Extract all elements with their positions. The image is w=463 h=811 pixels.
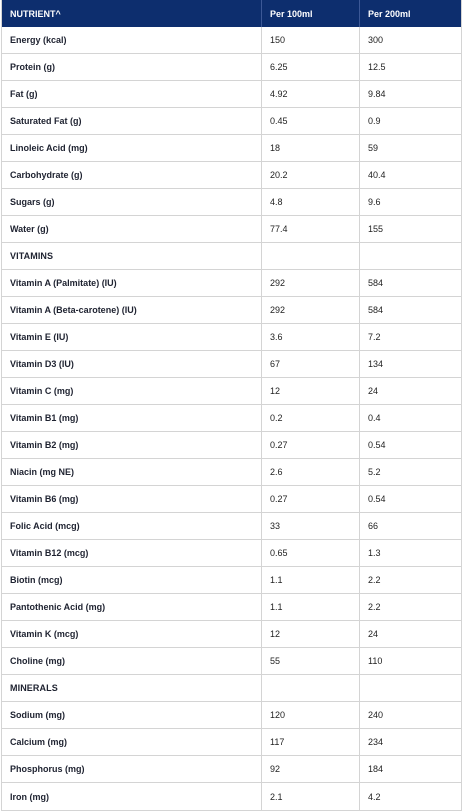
per-100ml-cell: 3.6 <box>261 324 359 350</box>
per-100ml-cell: 1.1 <box>261 567 359 593</box>
table-row <box>2 459 461 486</box>
nutrient-name-cell: Niacin (mg NE) <box>10 467 75 477</box>
table-row <box>2 648 461 675</box>
section-header-row <box>2 243 461 270</box>
per-100ml-cell: 0.65 <box>261 540 359 566</box>
per-100ml-cell: 0.27 <box>261 486 359 512</box>
table-row <box>2 405 461 432</box>
table-row <box>2 162 461 189</box>
per-200ml-cell: 584 <box>359 297 461 323</box>
nutrient-name-cell: Vitamin A (Beta-carotene) (IU) <box>10 305 137 315</box>
per-100ml-cell: 0.2 <box>261 405 359 431</box>
table-row <box>2 108 461 135</box>
per-200ml-cell: 234 <box>359 729 461 755</box>
nutrient-name-cell: Energy (kcal) <box>10 35 67 45</box>
nutrient-name-cell: Fat (g) <box>10 89 38 99</box>
nutrient-name-cell: Vitamin A (Palmitate) (IU) <box>10 278 117 288</box>
column-header-per-200ml[interactable]: Per 200ml <box>359 0 461 27</box>
table-row <box>2 270 461 297</box>
nutrient-name-cell: Pantothenic Acid (mg) <box>10 602 106 612</box>
per-100ml-cell: 292 <box>261 297 359 323</box>
nutrient-name-cell: Vitamin K (mcg) <box>10 629 79 639</box>
column-header-per-100ml[interactable]: Per 100ml <box>261 0 359 27</box>
per-200ml-cell: 7.2 <box>359 324 461 350</box>
nutrient-name-cell: Water (g) <box>10 224 49 234</box>
table-row <box>2 324 461 351</box>
per-200ml-cell <box>359 675 461 701</box>
per-100ml-cell: 33 <box>261 513 359 539</box>
table-row <box>2 189 461 216</box>
section-header-row <box>2 675 461 702</box>
per-100ml-cell: 4.8 <box>261 189 359 215</box>
per-100ml-cell: 120 <box>261 702 359 728</box>
per-200ml-cell: 155 <box>359 216 461 242</box>
nutrient-name-cell: Folic Acid (mcg) <box>10 521 80 531</box>
per-100ml-cell: 0.27 <box>261 432 359 458</box>
per-100ml-cell: 20.2 <box>261 162 359 188</box>
per-200ml-cell: 184 <box>359 756 461 782</box>
table-row <box>2 540 461 567</box>
nutrient-name-cell: Phosphorus (mg) <box>10 764 85 774</box>
per-200ml-cell: 240 <box>359 702 461 728</box>
nutrient-name-cell: Carbohydrate (g) <box>10 170 83 180</box>
per-200ml-cell: 300 <box>359 27 461 53</box>
per-200ml-cell: 24 <box>359 378 461 404</box>
per-100ml-cell: 150 <box>261 27 359 53</box>
per-100ml-cell: 6.25 <box>261 54 359 80</box>
per-100ml-cell: 77.4 <box>261 216 359 242</box>
table-row <box>2 27 461 54</box>
nutrient-name-cell: Sodium (mg) <box>10 710 65 720</box>
table-row <box>2 486 461 513</box>
nutrient-name-cell: Sugars (g) <box>10 197 55 207</box>
nutrient-name-cell: Protein (g) <box>10 62 55 72</box>
nutrient-name-cell: Vitamin C (mg) <box>10 386 74 396</box>
per-200ml-cell: 66 <box>359 513 461 539</box>
per-100ml-cell: 55 <box>261 648 359 674</box>
table-row <box>2 432 461 459</box>
per-100ml-cell: 2.6 <box>261 459 359 485</box>
table-row <box>2 783 461 810</box>
nutrient-name-cell: MINERALS <box>10 683 58 693</box>
per-100ml-cell: 292 <box>261 270 359 296</box>
per-100ml-cell: 117 <box>261 729 359 755</box>
table-row <box>2 297 461 324</box>
nutrient-name-cell: Choline (mg) <box>10 656 65 666</box>
table-row <box>2 594 461 621</box>
table-row <box>2 621 461 648</box>
table-row <box>2 567 461 594</box>
per-100ml-cell <box>261 243 359 269</box>
nutrient-name-cell: VITAMINS <box>10 251 54 261</box>
table-row <box>2 756 461 783</box>
nutrient-name-cell: Iron (mg) <box>10 791 49 802</box>
per-200ml-cell: 40.4 <box>359 162 461 188</box>
table-row <box>2 135 461 162</box>
per-200ml-cell: 0.9 <box>359 108 461 134</box>
nutrient-name-cell: Calcium (mg) <box>10 737 68 747</box>
per-200ml-cell: 0.54 <box>359 486 461 512</box>
per-200ml-cell: 2.2 <box>359 594 461 620</box>
per-100ml-cell: 92 <box>261 756 359 782</box>
nutrient-name-cell: Vitamin B12 (mcg) <box>10 548 89 558</box>
per-200ml-cell: 9.84 <box>359 81 461 107</box>
per-100ml-cell: 67 <box>261 351 359 377</box>
per-200ml-cell: 584 <box>359 270 461 296</box>
per-100ml-cell: 1.1 <box>261 594 359 620</box>
per-200ml-cell: 4.2 <box>359 783 461 810</box>
nutrient-name-cell: Vitamin B1 (mg) <box>10 413 79 423</box>
per-200ml-cell: 0.4 <box>359 405 461 431</box>
per-100ml-cell: 0.45 <box>261 108 359 134</box>
per-100ml-cell: 4.92 <box>261 81 359 107</box>
per-200ml-cell: 2.2 <box>359 567 461 593</box>
per-200ml-cell: 9.6 <box>359 189 461 215</box>
table-body <box>2 27 461 810</box>
per-100ml-cell: 12 <box>261 378 359 404</box>
nutrient-name-cell: Linoleic Acid (mg) <box>10 143 88 153</box>
column-header-nutrient[interactable]: NUTRIENT^ <box>10 8 61 19</box>
per-100ml-cell <box>261 675 359 701</box>
per-200ml-cell <box>359 243 461 269</box>
table-row <box>2 702 461 729</box>
table-header-row <box>2 0 461 27</box>
table-row <box>2 513 461 540</box>
per-200ml-cell: 110 <box>359 648 461 674</box>
per-100ml-cell: 12 <box>261 621 359 647</box>
table-row <box>2 216 461 243</box>
per-200ml-cell: 12.5 <box>359 54 461 80</box>
table-row <box>2 54 461 81</box>
nutrient-name-cell: Vitamin D3 (IU) <box>10 359 74 369</box>
per-100ml-cell: 18 <box>261 135 359 161</box>
per-100ml-cell: 2.1 <box>261 783 359 810</box>
per-200ml-cell: 134 <box>359 351 461 377</box>
nutrient-name-cell: Vitamin E (IU) <box>10 332 69 342</box>
table-row <box>2 378 461 405</box>
table-row <box>2 729 461 756</box>
per-200ml-cell: 0.54 <box>359 432 461 458</box>
table-row <box>2 81 461 108</box>
per-200ml-cell: 1.3 <box>359 540 461 566</box>
nutrient-name-cell: Saturated Fat (g) <box>10 116 82 126</box>
per-200ml-cell: 5.2 <box>359 459 461 485</box>
nutrition-table <box>1 0 462 811</box>
table-row <box>2 351 461 378</box>
nutrient-name-cell: Vitamin B2 (mg) <box>10 440 79 450</box>
nutrient-name-cell: Vitamin B6 (mg) <box>10 494 79 504</box>
per-200ml-cell: 24 <box>359 621 461 647</box>
nutrient-name-cell: Biotin (mcg) <box>10 575 63 585</box>
per-200ml-cell: 59 <box>359 135 461 161</box>
